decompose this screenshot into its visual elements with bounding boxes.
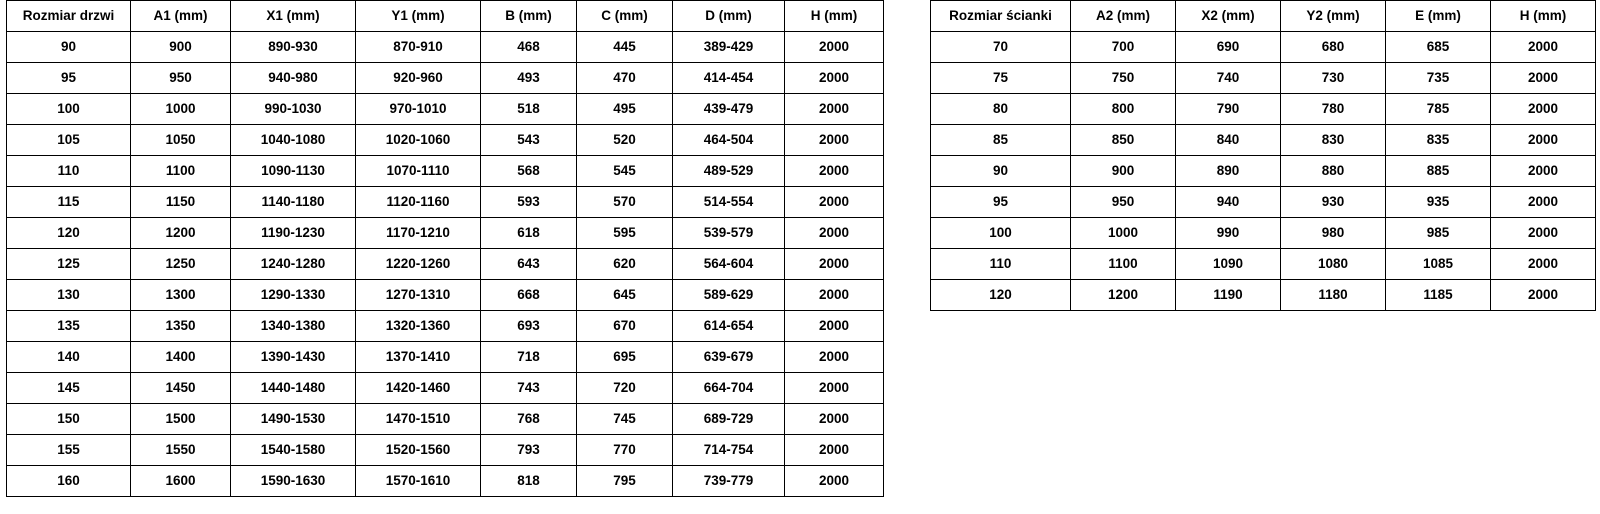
column-header-a1: A1 (mm) (131, 1, 231, 32)
cell-x1: 1240-1280 (231, 249, 356, 280)
cell-c: 720 (577, 373, 673, 404)
cell-b: 693 (481, 311, 577, 342)
cell-d: 664-704 (673, 373, 785, 404)
cell-b: 468 (481, 32, 577, 63)
table-row (7, 63, 884, 94)
cell-d: 564-604 (673, 249, 785, 280)
cell-d: 489-529 (673, 156, 785, 187)
cell-d: 714-754 (673, 435, 785, 466)
cell-y1: 1320-1360 (356, 311, 481, 342)
cell-b: 668 (481, 280, 577, 311)
door-size-table-container (6, 0, 884, 497)
cell-b: 793 (481, 435, 577, 466)
cell-h: 2000 (785, 280, 884, 311)
cell-e: 735 (1386, 63, 1491, 94)
cell-h: 2000 (1491, 32, 1596, 63)
cell-b: 768 (481, 404, 577, 435)
cell-h: 2000 (785, 249, 884, 280)
table-row (931, 32, 1596, 63)
cell-a1: 1100 (131, 156, 231, 187)
cell-x1: 1190-1230 (231, 218, 356, 249)
cell-rozmiar-drzwi: 130 (7, 280, 131, 311)
cell-h: 2000 (1491, 218, 1596, 249)
cell-d: 389-429 (673, 32, 785, 63)
cell-rozmiar-scianki: 100 (931, 218, 1071, 249)
cell-a2: 1200 (1071, 280, 1176, 311)
table-row (931, 218, 1596, 249)
cell-b: 518 (481, 94, 577, 125)
cell-h: 2000 (785, 156, 884, 187)
cell-x2: 990 (1176, 218, 1281, 249)
cell-a1: 1200 (131, 218, 231, 249)
cell-x1: 1040-1080 (231, 125, 356, 156)
column-header-h: H (mm) (1491, 1, 1596, 32)
cell-x1: 1290-1330 (231, 280, 356, 311)
cell-h: 2000 (785, 466, 884, 497)
cell-a1: 1450 (131, 373, 231, 404)
cell-d: 589-629 (673, 280, 785, 311)
cell-y1: 1570-1610 (356, 466, 481, 497)
cell-y2: 680 (1281, 32, 1386, 63)
cell-h: 2000 (785, 435, 884, 466)
cell-h: 2000 (1491, 249, 1596, 280)
table-row (931, 94, 1596, 125)
cell-a1: 1250 (131, 249, 231, 280)
cell-x1: 940-980 (231, 63, 356, 94)
cell-y2: 1080 (1281, 249, 1386, 280)
cell-a2: 1100 (1071, 249, 1176, 280)
cell-h: 2000 (785, 125, 884, 156)
cell-y1: 1020-1060 (356, 125, 481, 156)
cell-y1: 870-910 (356, 32, 481, 63)
cell-rozmiar-scianki: 75 (931, 63, 1071, 94)
cell-x2: 940 (1176, 187, 1281, 218)
cell-x2: 740 (1176, 63, 1281, 94)
cell-e: 1185 (1386, 280, 1491, 311)
wall-size-table-container (930, 0, 1596, 311)
cell-e: 985 (1386, 218, 1491, 249)
cell-a2: 850 (1071, 125, 1176, 156)
cell-a1: 950 (131, 63, 231, 94)
cell-a1: 900 (131, 32, 231, 63)
wall-table-head (931, 1, 1596, 32)
cell-d: 689-729 (673, 404, 785, 435)
cell-x1: 1540-1580 (231, 435, 356, 466)
cell-x1: 1140-1180 (231, 187, 356, 218)
column-header-h: H (mm) (785, 1, 884, 32)
column-header-x1: X1 (mm) (231, 1, 356, 32)
cell-y2: 980 (1281, 218, 1386, 249)
cell-b: 743 (481, 373, 577, 404)
cell-rozmiar-drzwi: 155 (7, 435, 131, 466)
column-header-y2: Y2 (mm) (1281, 1, 1386, 32)
cell-a2: 950 (1071, 187, 1176, 218)
cell-h: 2000 (785, 94, 884, 125)
cell-c: 520 (577, 125, 673, 156)
cell-rozmiar-drzwi: 100 (7, 94, 131, 125)
cell-a1: 1500 (131, 404, 231, 435)
table-row (7, 404, 884, 435)
cell-x1: 1340-1380 (231, 311, 356, 342)
cell-y2: 780 (1281, 94, 1386, 125)
cell-x1: 890-930 (231, 32, 356, 63)
cell-rozmiar-drzwi: 110 (7, 156, 131, 187)
cell-a1: 1550 (131, 435, 231, 466)
wall-table-body (931, 32, 1596, 311)
cell-rozmiar-scianki: 95 (931, 187, 1071, 218)
cell-a1: 1050 (131, 125, 231, 156)
cell-rozmiar-drzwi: 145 (7, 373, 131, 404)
cell-rozmiar-scianki: 110 (931, 249, 1071, 280)
cell-h: 2000 (1491, 94, 1596, 125)
cell-b: 568 (481, 156, 577, 187)
cell-e: 935 (1386, 187, 1491, 218)
cell-rozmiar-scianki: 120 (931, 280, 1071, 311)
cell-rozmiar-scianki: 80 (931, 94, 1071, 125)
cell-x2: 690 (1176, 32, 1281, 63)
table-row (7, 311, 884, 342)
cell-y1: 1120-1160 (356, 187, 481, 218)
cell-h: 2000 (785, 342, 884, 373)
cell-a1: 1300 (131, 280, 231, 311)
cell-rozmiar-scianki: 70 (931, 32, 1071, 63)
cell-d: 464-504 (673, 125, 785, 156)
cell-h: 2000 (1491, 187, 1596, 218)
cell-h: 2000 (785, 218, 884, 249)
cell-a1: 1350 (131, 311, 231, 342)
cell-x1: 1590-1630 (231, 466, 356, 497)
cell-c: 595 (577, 218, 673, 249)
cell-h: 2000 (1491, 63, 1596, 94)
cell-y1: 1270-1310 (356, 280, 481, 311)
door-size-table (6, 0, 884, 497)
table-header-row (931, 1, 1596, 32)
cell-c: 770 (577, 435, 673, 466)
cell-b: 543 (481, 125, 577, 156)
cell-y1: 1220-1260 (356, 249, 481, 280)
cell-rozmiar-drzwi: 160 (7, 466, 131, 497)
cell-x2: 790 (1176, 94, 1281, 125)
cell-a1: 1400 (131, 342, 231, 373)
cell-d: 439-479 (673, 94, 785, 125)
table-row (7, 218, 884, 249)
cell-b: 493 (481, 63, 577, 94)
column-header-rozmiar-scianki: Rozmiar ścianki (931, 1, 1071, 32)
cell-rozmiar-drzwi: 150 (7, 404, 131, 435)
table-row (7, 94, 884, 125)
cell-h: 2000 (785, 187, 884, 218)
table-row (7, 466, 884, 497)
cell-d: 614-654 (673, 311, 785, 342)
cell-y1: 970-1010 (356, 94, 481, 125)
cell-c: 545 (577, 156, 673, 187)
table-row (7, 280, 884, 311)
cell-b: 818 (481, 466, 577, 497)
table-row (931, 187, 1596, 218)
cell-h: 2000 (1491, 280, 1596, 311)
cell-e: 835 (1386, 125, 1491, 156)
cell-b: 618 (481, 218, 577, 249)
column-header-a2: A2 (mm) (1071, 1, 1176, 32)
cell-h: 2000 (785, 32, 884, 63)
table-row (7, 435, 884, 466)
cell-rozmiar-drzwi: 120 (7, 218, 131, 249)
cell-c: 795 (577, 466, 673, 497)
cell-y2: 730 (1281, 63, 1386, 94)
table-row (931, 63, 1596, 94)
cell-e: 1085 (1386, 249, 1491, 280)
wall-size-table (930, 0, 1596, 311)
cell-rozmiar-drzwi: 135 (7, 311, 131, 342)
cell-a1: 1000 (131, 94, 231, 125)
cell-x1: 990-1030 (231, 94, 356, 125)
cell-h: 2000 (1491, 125, 1596, 156)
cell-y2: 1180 (1281, 280, 1386, 311)
cell-y1: 1420-1460 (356, 373, 481, 404)
cell-c: 445 (577, 32, 673, 63)
cell-c: 745 (577, 404, 673, 435)
cell-y1: 1520-1560 (356, 435, 481, 466)
cell-y1: 920-960 (356, 63, 481, 94)
cell-c: 470 (577, 63, 673, 94)
cell-a2: 800 (1071, 94, 1176, 125)
column-header-rozmiar-drzwi: Rozmiar drzwi (7, 1, 131, 32)
cell-y1: 1170-1210 (356, 218, 481, 249)
cell-rozmiar-drzwi: 140 (7, 342, 131, 373)
cell-x1: 1440-1480 (231, 373, 356, 404)
door-table-head (7, 1, 884, 32)
cell-b: 593 (481, 187, 577, 218)
table-row (7, 342, 884, 373)
column-header-c: C (mm) (577, 1, 673, 32)
cell-x2: 890 (1176, 156, 1281, 187)
cell-h: 2000 (785, 311, 884, 342)
table-row (931, 125, 1596, 156)
cell-b: 643 (481, 249, 577, 280)
table-row (7, 187, 884, 218)
column-header-x2: X2 (mm) (1176, 1, 1281, 32)
cell-e: 885 (1386, 156, 1491, 187)
cell-d: 514-554 (673, 187, 785, 218)
cell-e: 685 (1386, 32, 1491, 63)
table-row (7, 156, 884, 187)
table-row (7, 32, 884, 63)
cell-rozmiar-drzwi: 115 (7, 187, 131, 218)
cell-b: 718 (481, 342, 577, 373)
cell-x1: 1390-1430 (231, 342, 356, 373)
cell-d: 539-579 (673, 218, 785, 249)
cell-c: 495 (577, 94, 673, 125)
cell-a2: 750 (1071, 63, 1176, 94)
column-header-d: D (mm) (673, 1, 785, 32)
table-header-row (7, 1, 884, 32)
cell-y1: 1070-1110 (356, 156, 481, 187)
cell-y1: 1370-1410 (356, 342, 481, 373)
cell-x2: 1190 (1176, 280, 1281, 311)
column-header-e: E (mm) (1386, 1, 1491, 32)
cell-h: 2000 (785, 373, 884, 404)
cell-a1: 1150 (131, 187, 231, 218)
column-header-y1: Y1 (mm) (356, 1, 481, 32)
table-row (931, 249, 1596, 280)
cell-y2: 830 (1281, 125, 1386, 156)
cell-c: 620 (577, 249, 673, 280)
table-row (931, 280, 1596, 311)
table-row (7, 249, 884, 280)
cell-x2: 1090 (1176, 249, 1281, 280)
cell-x1: 1490-1530 (231, 404, 356, 435)
cell-rozmiar-drzwi: 105 (7, 125, 131, 156)
cell-e: 785 (1386, 94, 1491, 125)
cell-x1: 1090-1130 (231, 156, 356, 187)
cell-rozmiar-drzwi: 90 (7, 32, 131, 63)
cell-a2: 900 (1071, 156, 1176, 187)
cell-h: 2000 (1491, 156, 1596, 187)
column-header-b: B (mm) (481, 1, 577, 32)
cell-y2: 930 (1281, 187, 1386, 218)
door-table-body (7, 32, 884, 497)
cell-rozmiar-scianki: 85 (931, 125, 1071, 156)
cell-a1: 1600 (131, 466, 231, 497)
cell-h: 2000 (785, 404, 884, 435)
cell-y1: 1470-1510 (356, 404, 481, 435)
cell-d: 639-679 (673, 342, 785, 373)
cell-d: 414-454 (673, 63, 785, 94)
cell-d: 739-779 (673, 466, 785, 497)
cell-c: 645 (577, 280, 673, 311)
cell-h: 2000 (785, 63, 884, 94)
table-row (7, 373, 884, 404)
table-row (7, 125, 884, 156)
cell-c: 570 (577, 187, 673, 218)
table-row (931, 156, 1596, 187)
cell-c: 670 (577, 311, 673, 342)
cell-y2: 880 (1281, 156, 1386, 187)
cell-rozmiar-scianki: 90 (931, 156, 1071, 187)
cell-x2: 840 (1176, 125, 1281, 156)
cell-rozmiar-drzwi: 95 (7, 63, 131, 94)
cell-c: 695 (577, 342, 673, 373)
cell-rozmiar-drzwi: 125 (7, 249, 131, 280)
cell-a2: 1000 (1071, 218, 1176, 249)
cell-a2: 700 (1071, 32, 1176, 63)
